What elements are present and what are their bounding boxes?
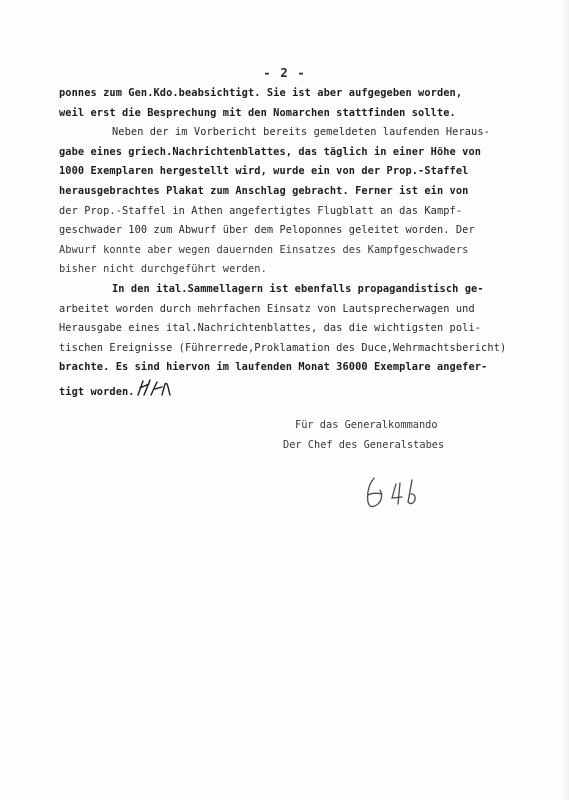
text-line: tischen Ereignisse (Führerrede,Proklamation des Duce,Wehrmachtsbericht): [59, 341, 507, 354]
text-line: Herausgabe eines ital.Nachrichtenblattes, das die wichtigsten poli-: [59, 322, 482, 335]
text-line: weil erst die Besprechung mit den Nomarchen stattfinden sollte.: [59, 106, 456, 119]
page-number: - 2 -: [263, 65, 306, 80]
text-line: tigt worden.: [59, 385, 135, 398]
text-line: Abwurf konnte aber wegen dauernden Einsatzes des Kampfgeschwaders: [59, 243, 469, 256]
closing-line-2: Der Chef des Generalstabes: [283, 439, 445, 451]
text-line: In den ital.Sammellagern ist ebenfalls propagandistisch ge-: [112, 282, 484, 295]
handwritten-signature-icon: [360, 470, 430, 519]
text-line: 1000 Exemplaren hergestellt wird, wurde ein von der Prop.-Staffel: [59, 165, 469, 178]
text-line: bisher nicht durchgeführt werden.: [59, 263, 267, 276]
closing-block: [283, 415, 493, 455]
text-line: ponnes zum Gen.Kdo.beabsichtigt. Sie ist aber aufgegeben worden,: [59, 87, 463, 99]
text-line-with-mark: [59, 378, 529, 398]
handwritten-mark-icon: [136, 378, 174, 406]
text-line: geschwader 100 zum Abwurf über dem Peloponnes geleitet worden. Der: [59, 224, 475, 237]
text-line: herausgebrachtes Plakat zum Anschlag gebracht. Ferner ist ein von: [59, 184, 469, 197]
text-line: der Prop.-Staffel in Athen angefertigtes Flugblatt an das Kampf-: [59, 204, 463, 217]
text-line: Neben der im Vorbericht bereits gemeldeten laufenden Heraus-: [112, 126, 490, 139]
page-edge-shadow: [561, 0, 569, 800]
typed-body-text: [59, 84, 529, 398]
closing-line-1: Für das Generalkommando: [295, 419, 438, 431]
text-line: brachte. Es sind hiervon im laufenden Monat 36000 Exemplare angefer-: [59, 361, 488, 374]
text-line: gabe eines griech.Nachrichtenblattes, das täglich in einer Höhe von: [59, 145, 482, 158]
text-line: arbeitet worden durch mehrfachen Einsatz von Lautsprecherwagen und: [59, 302, 475, 315]
